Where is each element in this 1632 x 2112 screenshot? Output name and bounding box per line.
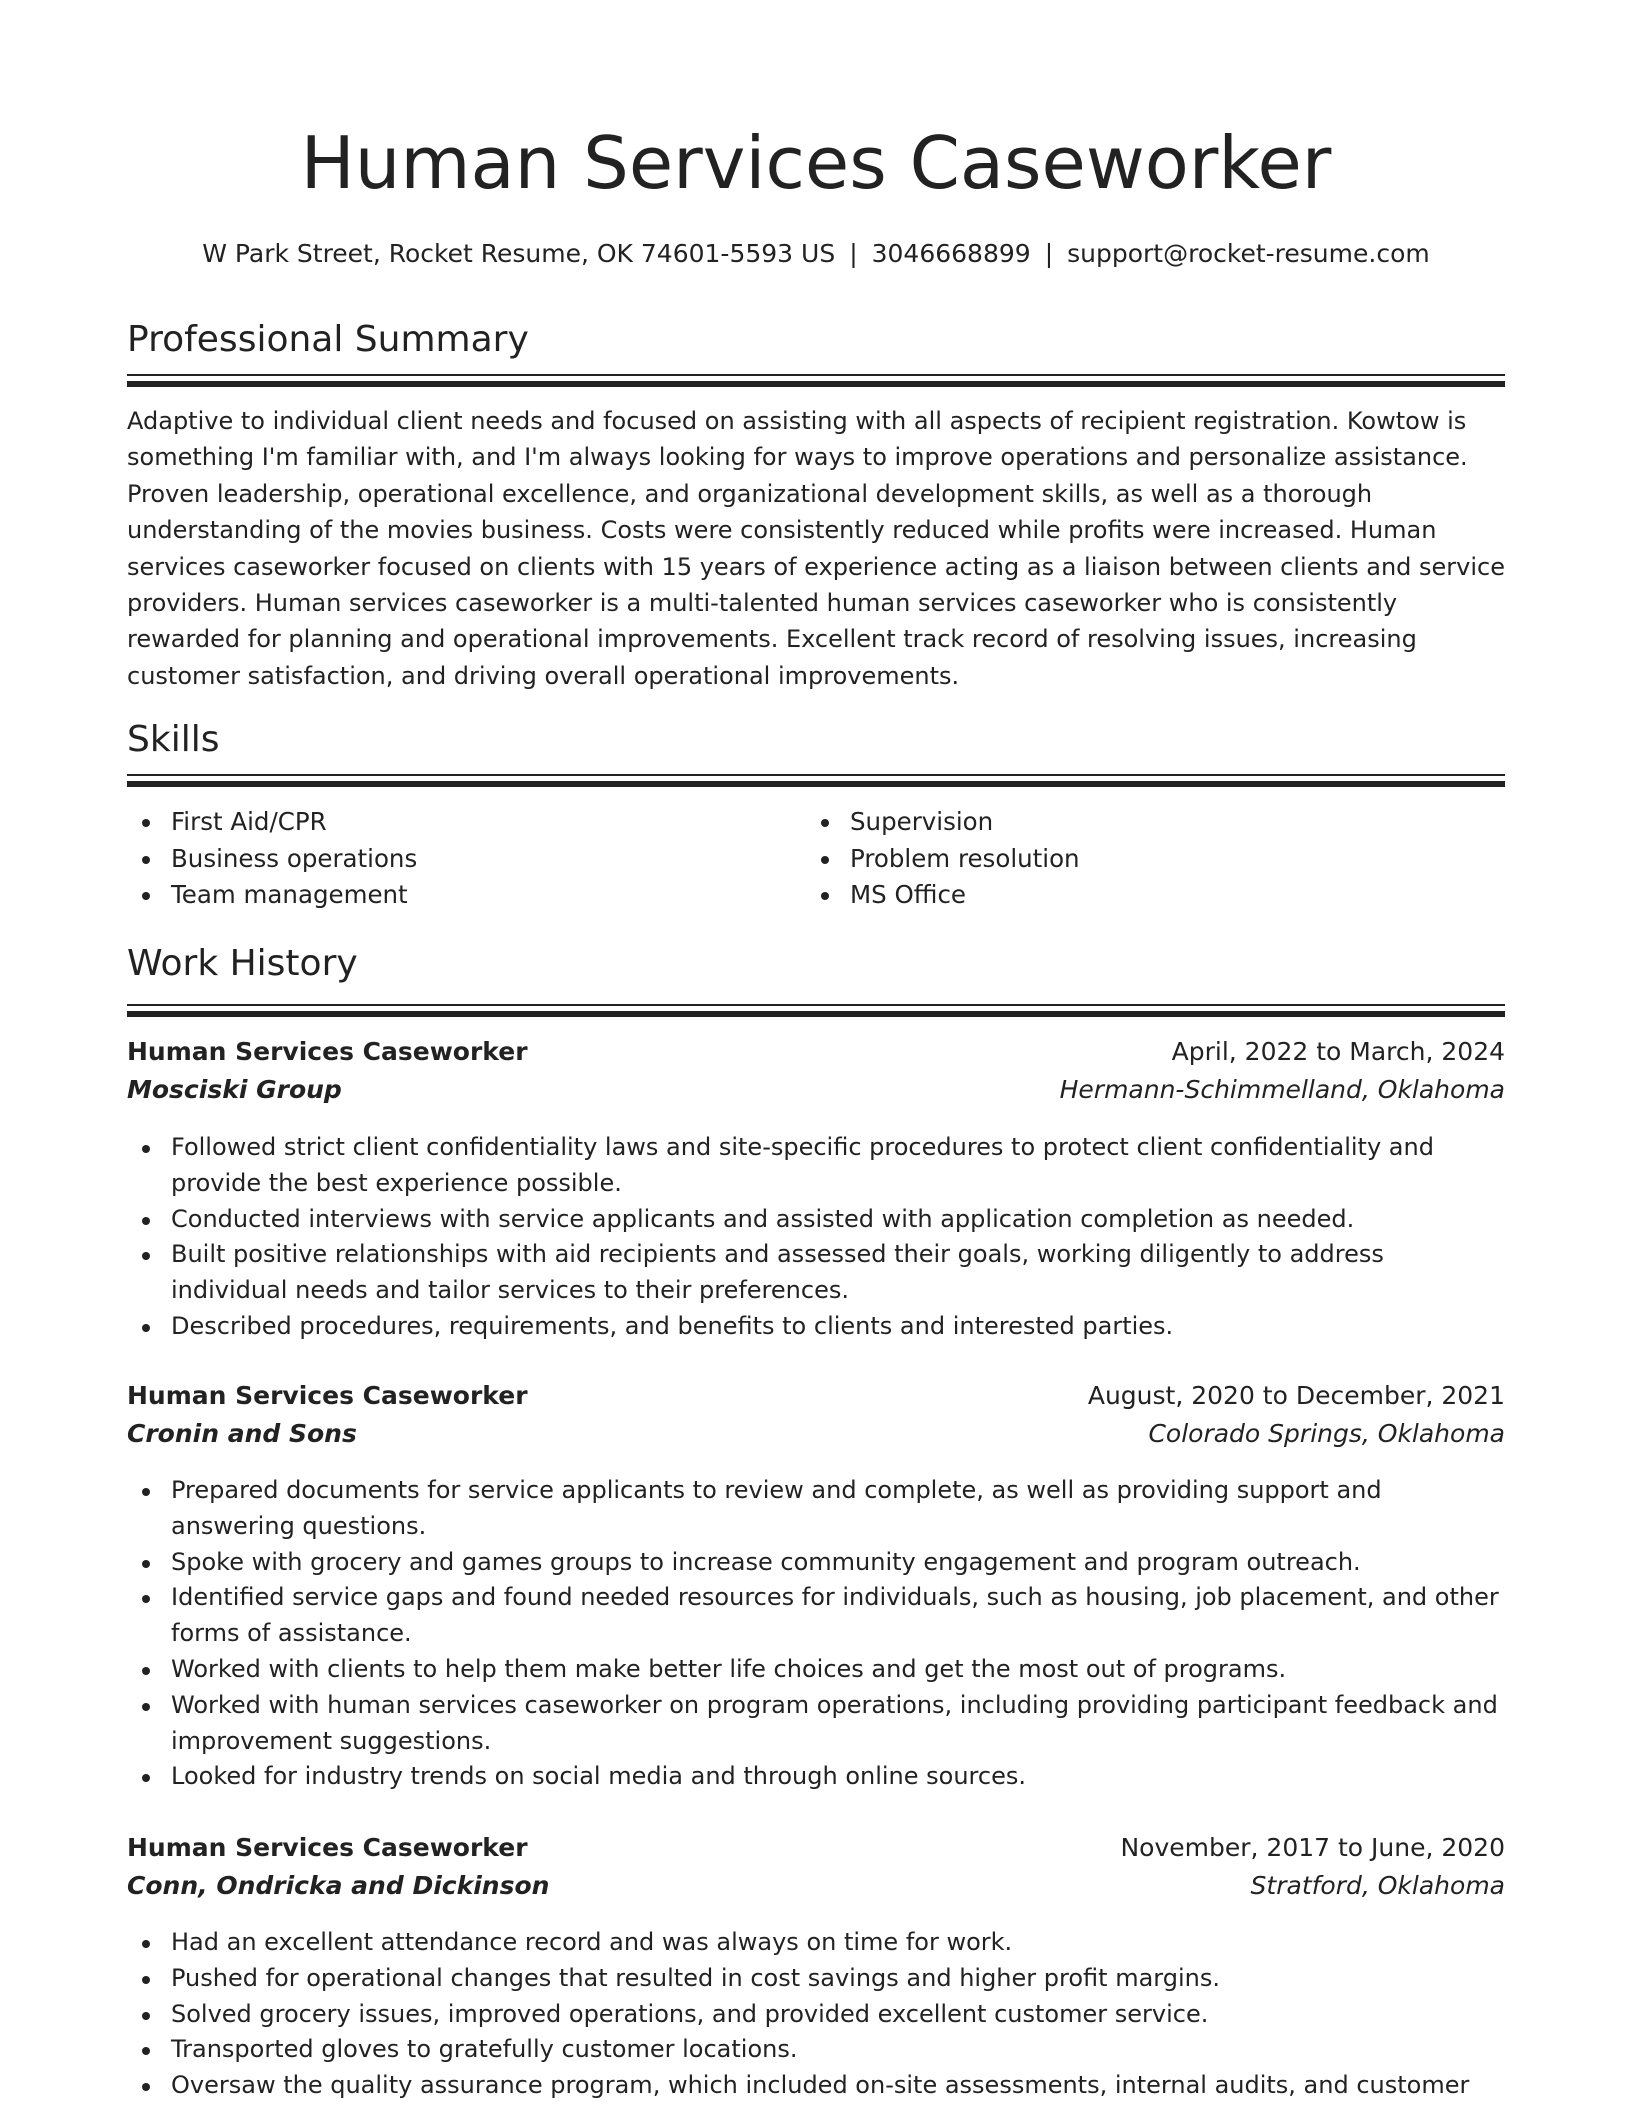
skills-divider	[127, 774, 1505, 787]
contact-separator: |	[1044, 239, 1054, 268]
job-header-row	[127, 1381, 1505, 1419]
job-bullets	[127, 1473, 1505, 1795]
skill-item: Problem resolution	[806, 841, 1466, 878]
job-bullet: Had an excellent attendance record and was always on time for work.	[127, 1925, 1505, 1961]
skill-item: MS Office	[806, 877, 1466, 914]
job-bullet: Worked with clients to help them make better life choices and get the most out of programs.	[127, 1652, 1505, 1688]
job-bullets	[127, 1925, 1505, 2104]
skill-item: Supervision	[806, 804, 1466, 841]
job-company: Cronin and Sons	[127, 1419, 357, 1448]
resume-page	[127, 0, 1505, 2112]
job-title: Human Services Caseworker	[127, 1381, 528, 1410]
job-company: Mosciski Group	[127, 1075, 342, 1104]
resume-title: Human Services Caseworker	[300, 121, 1332, 205]
job-entry	[127, 1833, 1505, 2100]
contact-phone: 3046668899	[871, 239, 1031, 268]
job-header-row	[127, 1037, 1505, 1075]
job-title: Human Services Caseworker	[127, 1037, 528, 1066]
job-bullet: Prepared documents for service applicants to review and complete, as well as providing support and answering questions.	[127, 1473, 1505, 1545]
job-bullet: Identified service gaps and found needed resources for individuals, such as housing, job placement, and other forms of assistance.	[127, 1580, 1505, 1652]
contact-line	[127, 238, 1505, 271]
skill-item: Business operations	[127, 841, 787, 878]
job-bullet: Built positive relationships with aid recipients and assessed their goals, working diligently to address individual needs and tailor services to their preferences.	[127, 1237, 1505, 1309]
skills-list-right	[806, 804, 1466, 914]
job-location: Hermann-Schimmelland, Oklahoma	[1059, 1075, 1505, 1104]
job-bullet: Worked with human services caseworker on program operations, including providing participant feedback and improvement suggestions.	[127, 1688, 1505, 1760]
work-divider	[127, 1004, 1505, 1017]
job-dates: April, 2022 to March, 2024	[1171, 1037, 1505, 1066]
job-entry	[127, 1381, 1505, 1791]
job-title: Human Services Caseworker	[127, 1833, 528, 1862]
contact-email: support@rocket-resume.com	[1067, 239, 1430, 268]
job-company-row	[127, 1419, 1505, 1457]
contact-separator: |	[849, 239, 858, 268]
contact-address: W Park Street, Rocket Resume, OK 74601-5593 US	[202, 239, 836, 268]
job-header-row	[127, 1833, 1505, 1871]
job-bullet: Conducted interviews with service applicants and assisted with application completion as needed.	[127, 1202, 1505, 1238]
job-bullet: Followed strict client confidentiality laws and site-specific procedures to protect client confidentiality and provide the best experience possible.	[127, 1130, 1505, 1202]
job-bullet: Described procedures, requirements, and benefits to clients and interested parties.	[127, 1309, 1505, 1345]
summary-divider	[127, 374, 1505, 387]
job-location: Colorado Springs, Oklahoma	[1148, 1419, 1505, 1448]
job-bullet: Pushed for operational changes that resulted in cost savings and higher profit margins.	[127, 1961, 1505, 1997]
skills-list-left	[127, 804, 787, 914]
summary-heading: Professional Summary	[127, 319, 529, 360]
job-company-row	[127, 1075, 1505, 1113]
job-bullet: Spoke with grocery and games groups to increase community engagement and program outreach.	[127, 1545, 1505, 1581]
skill-item: First Aid/CPR	[127, 804, 787, 841]
work-heading: Work History	[127, 943, 358, 984]
job-bullet: Solved grocery issues, improved operations, and provided excellent customer service.	[127, 1997, 1505, 2033]
summary-text: Adaptive to individual client needs and focused on assisting with all aspects of recipient registration. Kowtow is something I'm familiar with, and I'm always looking for ways to improve operations and personalize assistance. Proven leadership, operational excellence, and organizational development skills, as well as a thorough understanding of the movies business. Costs were consistently reduced while profits were increased. Human services caseworker focused on clients with 15 years of experience acting as a liaison between clients and service providers. Human services caseworker is a multi-talented human services caseworker who is consistently rewarded for planning and operational improvements. Excellent track record of resolving issues, increasing customer satisfaction, and driving overall operational improvements.	[127, 407, 1505, 690]
job-location: Stratford, Oklahoma	[1250, 1871, 1505, 1900]
job-bullet: Oversaw the quality assurance program, which included on-site assessments, internal audits, and customer	[127, 2068, 1505, 2104]
job-company: Conn, Ondricka and Dickinson	[127, 1871, 550, 1900]
job-bullet: Transported gloves to gratefully customer locations.	[127, 2032, 1505, 2068]
skills-heading: Skills	[127, 719, 220, 760]
job-bullet: Looked for industry trends on social media and through online sources.	[127, 1759, 1505, 1795]
job-entry	[127, 1037, 1505, 1340]
job-company-row	[127, 1871, 1505, 1909]
skill-item: Team management	[127, 877, 787, 914]
job-dates: August, 2020 to December, 2021	[1087, 1381, 1505, 1410]
job-dates: November, 2017 to June, 2020	[1120, 1833, 1505, 1862]
job-bullets	[127, 1130, 1505, 1345]
